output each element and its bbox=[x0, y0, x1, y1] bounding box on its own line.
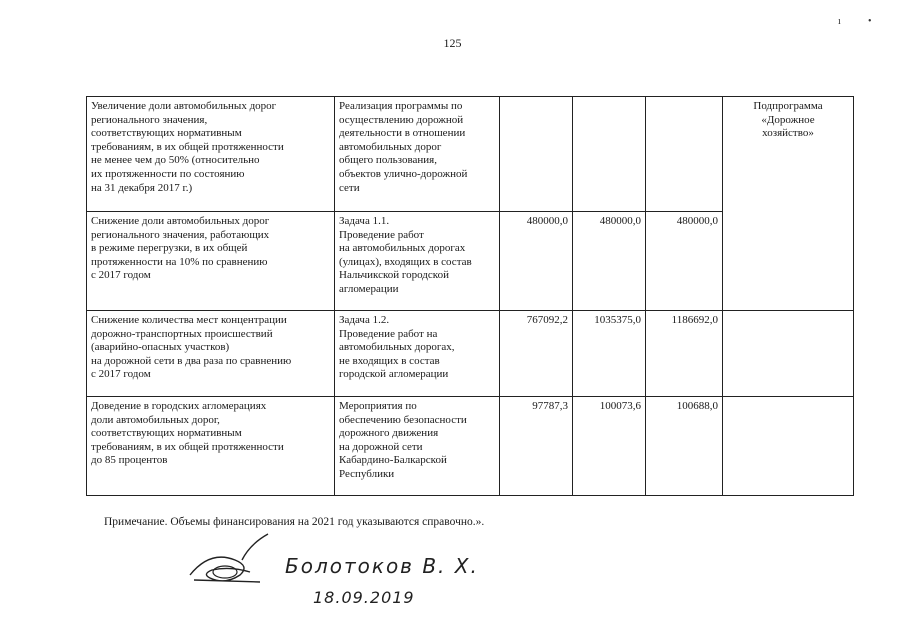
value-cell bbox=[500, 97, 573, 212]
value-cell: 767092,2 bbox=[500, 311, 573, 397]
subprogram-cell: Подпрограмма «Дорожное хозяйство» bbox=[723, 97, 854, 311]
value-cell bbox=[573, 97, 646, 212]
note-text: Примечание. Объемы финансирования на 2021 год указываются справочно.». bbox=[104, 516, 485, 528]
table-row bbox=[87, 311, 854, 397]
value-cell: 1035375,0 bbox=[573, 311, 646, 397]
empty-cell bbox=[723, 311, 854, 397]
scan-mark: • bbox=[868, 16, 872, 27]
measure-cell: Реализация программы по осуществлению дорожной деятельности в отношении автомобильных дорог общего пользования, объектов улично-дорожной сети bbox=[335, 97, 500, 212]
value-cell: 480000,0 bbox=[646, 212, 723, 311]
measure-cell: Задача 1.2. Проведение работ на автомобильных дорогах, не входящих в состав городской агломерации bbox=[335, 311, 500, 397]
signature-date: 18.09.2019 bbox=[313, 588, 415, 607]
empty-cell bbox=[723, 397, 854, 496]
value-cell: 1186692,0 bbox=[646, 311, 723, 397]
value-cell: 480000,0 bbox=[500, 212, 573, 311]
table-row bbox=[87, 397, 854, 496]
signature-name: Болотоков В. Х. bbox=[285, 554, 479, 578]
value-cell: 97787,3 bbox=[500, 397, 573, 496]
signature-scribble bbox=[180, 530, 270, 600]
value-cell: 480000,0 bbox=[573, 212, 646, 311]
indicator-cell: Увеличение доли автомобильных дорог регионального значения, соответствующих нормативным требованиям, в их общей протяженности не менее чем до 50% (относительно их протяженности по состоянию на 31 декабря 2017 г.) bbox=[87, 97, 335, 212]
signature-block bbox=[180, 520, 480, 620]
value-cell bbox=[646, 97, 723, 212]
indicator-cell: Снижение количества мест концентрации дорожно-транспортных происшествий (аварийно-опасных участков) на дорожной сети в два раза по сравнению с 2017 годом bbox=[87, 311, 335, 397]
value-cell: 100073,6 bbox=[573, 397, 646, 496]
indicator-cell: Снижение доли автомобильных дорог регионального значения, работающих в режиме перегрузки, в их общей протяженности на 10% по сравнению с 2017 годом bbox=[87, 212, 335, 311]
scan-mark: ı bbox=[838, 16, 841, 27]
indicator-cell: Доведение в городских агломерациях доли автомобильных дорог, соответствующих нормативным требованиям, в их общей протяженности до 85 процентов bbox=[87, 397, 335, 496]
table-row bbox=[87, 97, 854, 212]
page-number: 125 bbox=[443, 36, 462, 50]
value-cell: 100688,0 bbox=[646, 397, 723, 496]
measure-cell: Мероприятия по обеспечению безопасности дорожного движения на дорожной сети Кабардино-Балкарской Республики bbox=[335, 397, 500, 496]
financing-table bbox=[86, 96, 854, 496]
measure-cell: Задача 1.1. Проведение работ на автомобильных дорогах (улицах), входящих в состав Нальчикской городской агломерации bbox=[335, 212, 500, 311]
